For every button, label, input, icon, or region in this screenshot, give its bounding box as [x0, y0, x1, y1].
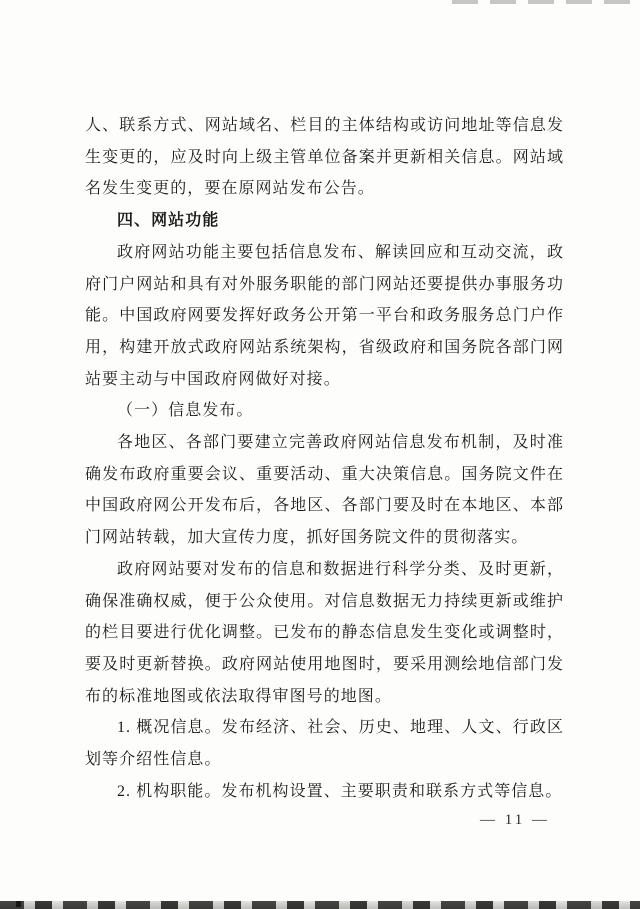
paragraph: 政府网站功能主要包括信息发布、解读回应和互动交流，政府门户网站和具有对外服务职能的部门网站还要提供办事服务功能。中国政府网要发挥好政务公开第一平台和政务服务总门户作用，构建开放式政府网站系统架构，省级政府和国务院各部门网站要主动与中国政府网做好对接。: [85, 243, 564, 388]
page-number: — 11 —: [480, 812, 550, 828]
subsection-heading: （一）信息发布。: [117, 402, 254, 420]
section-heading: 四、网站功能: [117, 212, 220, 230]
scan-artifact-dot: [16, 901, 21, 907]
paragraph: 政府网站要对发布的信息和数据进行科学分类、及时更新，确保准确权威，便于公众使用。对信息数据无力持续更新或维护的栏目要进行优化调整。已发布的静态信息发生变化或调整时，要及时更新替换。政府网站使用地图时，要采用测绘地信部门发布的标准地图或依法取得审图号的地图。: [85, 560, 564, 705]
document-text-block: [85, 110, 564, 807]
scan-artifact-bottom-edge: [0, 901, 640, 909]
scan-artifact-top-edge: [452, 0, 640, 4]
numbered-item: 1. 概况信息。发布经济、社会、历史、地理、人文、行政区划等介绍性信息。: [85, 719, 564, 769]
paragraph-continuation: 人、联系方式、网站域名、栏目的主体结构或访问地址等信息发生变更的，应及时向上级主管单位备案并更新相关信息。网站域名发生变更的，要在原网站发布公告。: [85, 117, 564, 198]
paragraph: 各地区、各部门要建立完善政府网站信息发布机制，及时准确发布政府重要会议、重要活动、重大决策信息。国务院文件在中国政府网公开发布后，各地区、各部门要及时在本地区、本部门网站转载，加大宣传力度，抓好国务院文件的贯彻落实。: [85, 434, 564, 547]
numbered-item: 2. 机构职能。发布机构设置、主要职责和联系方式等信息。: [117, 782, 563, 800]
